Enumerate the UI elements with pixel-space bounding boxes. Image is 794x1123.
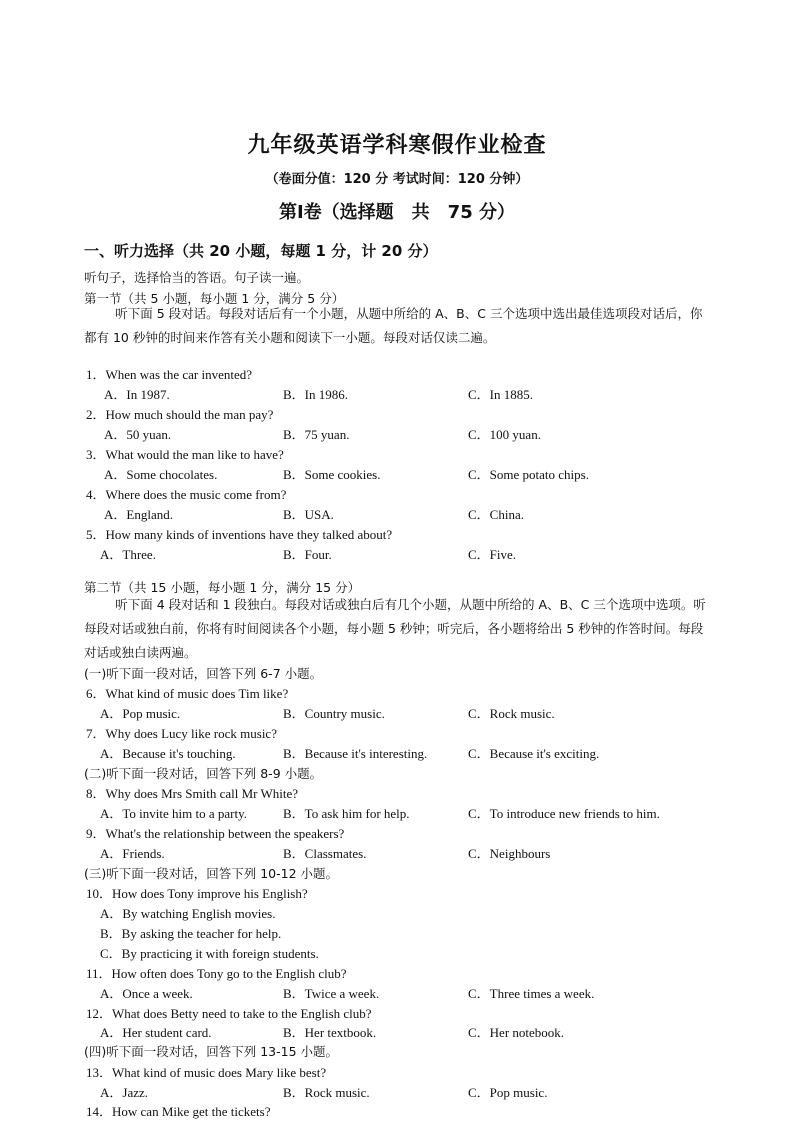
option-b[interactable]: B．Country music. xyxy=(283,706,385,721)
question-stem: 8．Why does Mrs Smith call Mr White? xyxy=(86,786,299,801)
section1-title: 第一节（共 5 小题，每小题 1 分，满分 5 分） xyxy=(84,291,345,306)
volume-title: 第Ⅰ卷（选择题 共 75 分） xyxy=(278,202,515,223)
option-a[interactable]: A．Pop music. xyxy=(100,706,181,721)
option-a[interactable]: A．In 1987. xyxy=(104,387,170,402)
option-c[interactable]: C．In 1885. xyxy=(468,387,534,402)
option-b[interactable]: B．By asking the teacher for help. xyxy=(100,926,282,941)
question-6-options xyxy=(0,703,794,723)
section1-paragraph: 听下面 5 段对话。每段对话后有一个小题，从题中所给的 A、B、C 三个选项中选出最佳选项段对话后，你都有 10 秒钟的时间来作答有关小题和阅读下一小题。每段对话仅读二遍。 xyxy=(84,306,703,345)
question-stem: 5．How many kinds of inventions have they talked about? xyxy=(86,527,393,542)
question-stem: 9．What's the relationship between the speakers? xyxy=(86,826,345,841)
option-a[interactable]: A．Three. xyxy=(100,547,156,562)
option-a[interactable]: A．Jazz. xyxy=(100,1085,149,1100)
question-stem: 14．How can Mike get the tickets? xyxy=(86,1104,271,1119)
option-b[interactable]: B．Classmates. xyxy=(283,846,367,861)
exam-subtitle: （卷面分值：120 分 考试时间：120 分钟） xyxy=(265,172,529,187)
option-b[interactable]: B．Her textbook. xyxy=(283,1025,377,1040)
question-8 xyxy=(0,783,794,803)
option-b[interactable]: B．Some cookies. xyxy=(283,467,381,482)
option-a[interactable]: A．To invite him to a party. xyxy=(100,806,247,821)
option-c[interactable]: C．By practicing it with foreign students. xyxy=(100,946,319,961)
question-stem: 11．How often does Tony go to the English club? xyxy=(86,966,347,981)
question-2 xyxy=(0,404,794,424)
exam-title: 九年级英语学科寒假作业检查 xyxy=(247,133,547,158)
question-3 xyxy=(0,444,794,464)
option-b[interactable]: B．75 yuan. xyxy=(283,427,350,442)
question-9-options xyxy=(0,843,794,863)
option-c[interactable]: C．To introduce new friends to him. xyxy=(468,806,660,821)
group-3-heading: (三)听下面一段对话，回答下列 10-12 小题。 xyxy=(84,866,339,881)
question-stem: 1．When was the car invented? xyxy=(86,367,253,382)
question-stem: 6．What kind of music does Tim like? xyxy=(86,686,289,701)
option-a[interactable]: A．Her student card. xyxy=(100,1025,212,1040)
group-4-heading: (四)听下面一段对话，回答下列 13-15 小题。 xyxy=(84,1044,339,1059)
option-c[interactable]: C．Some potato chips. xyxy=(468,467,589,482)
option-c[interactable]: C．Neighbours xyxy=(468,846,551,861)
question-4-options xyxy=(0,504,794,524)
option-b[interactable]: B．USA. xyxy=(283,507,334,522)
option-a[interactable]: A．Some chocolates. xyxy=(104,467,218,482)
option-b[interactable]: B．Twice a week. xyxy=(283,986,380,1001)
option-b[interactable]: B．Because it's interesting. xyxy=(283,746,428,761)
question-13-options xyxy=(0,1082,794,1102)
question-stem: 13．What kind of music does Mary like best? xyxy=(86,1065,327,1080)
question-2-options xyxy=(0,424,794,444)
option-a[interactable]: A．50 yuan. xyxy=(104,427,172,442)
option-c[interactable]: C．Rock music. xyxy=(468,706,555,721)
question-stem: 10．How does Tony improve his English? xyxy=(86,886,308,901)
group-1-heading: (一)听下面一段对话，回答下列 6-7 小题。 xyxy=(84,666,323,681)
question-10-option-c-line xyxy=(0,943,794,963)
section2-title: 第二节（共 15 小题，每小题 1 分，满分 15 分） xyxy=(84,580,361,595)
question-10-option-b-line xyxy=(0,923,794,943)
question-8-options xyxy=(0,803,794,823)
option-b[interactable]: B．In 1986. xyxy=(283,387,349,402)
part1-heading: 一、听力选择（共 20 小题，每题 1 分，计 20 分） xyxy=(84,242,438,260)
question-13 xyxy=(0,1062,794,1082)
section2-paragraph: 听下面 4 段对话和 1 段独白。每段对话或独白后有几个小题，从题中所给的 A、B、C 三个选项中选项。听每段对话或独白前，你将有时间阅读各个小题，每小题 5 秒钟；听完后，各小题将给出 5 秒钟的作答时间。每段对话或独白读两遍。 xyxy=(84,597,706,660)
question-5-options xyxy=(0,544,794,564)
option-c[interactable]: C．Pop music. xyxy=(468,1085,548,1100)
question-stem: 4．Where does the music come from? xyxy=(86,487,287,502)
option-a[interactable]: A．England. xyxy=(104,507,173,522)
question-12-options xyxy=(0,1022,794,1042)
question-1-options xyxy=(0,384,794,404)
question-7-options xyxy=(0,743,794,763)
option-c[interactable]: C．100 yuan. xyxy=(468,427,541,442)
question-3-options xyxy=(0,464,794,484)
question-6 xyxy=(0,683,794,703)
question-stem: 2．How much should the man pay? xyxy=(86,407,274,422)
question-7 xyxy=(0,723,794,743)
option-b[interactable]: B．Rock music. xyxy=(283,1085,370,1100)
question-10 xyxy=(0,883,794,903)
part1-instruction: 听句子，选择恰当的答语。句子读一遍。 xyxy=(84,270,310,285)
option-b[interactable]: B．Four. xyxy=(283,547,332,562)
question-stem: 3．What would the man like to have? xyxy=(86,447,284,462)
option-c[interactable]: C．Her notebook. xyxy=(468,1025,565,1040)
question-5 xyxy=(0,524,794,544)
question-stem: 7．Why does Lucy like rock music? xyxy=(86,726,277,741)
question-9 xyxy=(0,823,794,843)
option-c[interactable]: C．Because it's exciting. xyxy=(468,746,600,761)
option-c[interactable]: C．Five. xyxy=(468,547,517,562)
question-4 xyxy=(0,484,794,504)
question-1 xyxy=(0,364,794,384)
option-c[interactable]: C．China. xyxy=(468,507,524,522)
option-b[interactable]: B．To ask him for help. xyxy=(283,806,410,821)
option-a[interactable]: A．Once a week. xyxy=(100,986,193,1001)
option-a[interactable]: A．By watching English movies. xyxy=(100,906,276,921)
question-11 xyxy=(0,963,794,983)
question-14 xyxy=(0,1101,794,1121)
question-11-options xyxy=(0,983,794,1003)
question-stem: 12．What does Betty need to take to the English club? xyxy=(86,1006,372,1021)
question-12 xyxy=(0,1003,794,1023)
option-a[interactable]: A．Because it's touching. xyxy=(100,746,236,761)
group-2-heading: (二)听下面一段对话，回答下列 8-9 小题。 xyxy=(84,766,323,781)
question-10-option-a-line xyxy=(0,903,794,923)
option-a[interactable]: A．Friends. xyxy=(100,846,165,861)
option-c[interactable]: C．Three times a week. xyxy=(468,986,595,1001)
